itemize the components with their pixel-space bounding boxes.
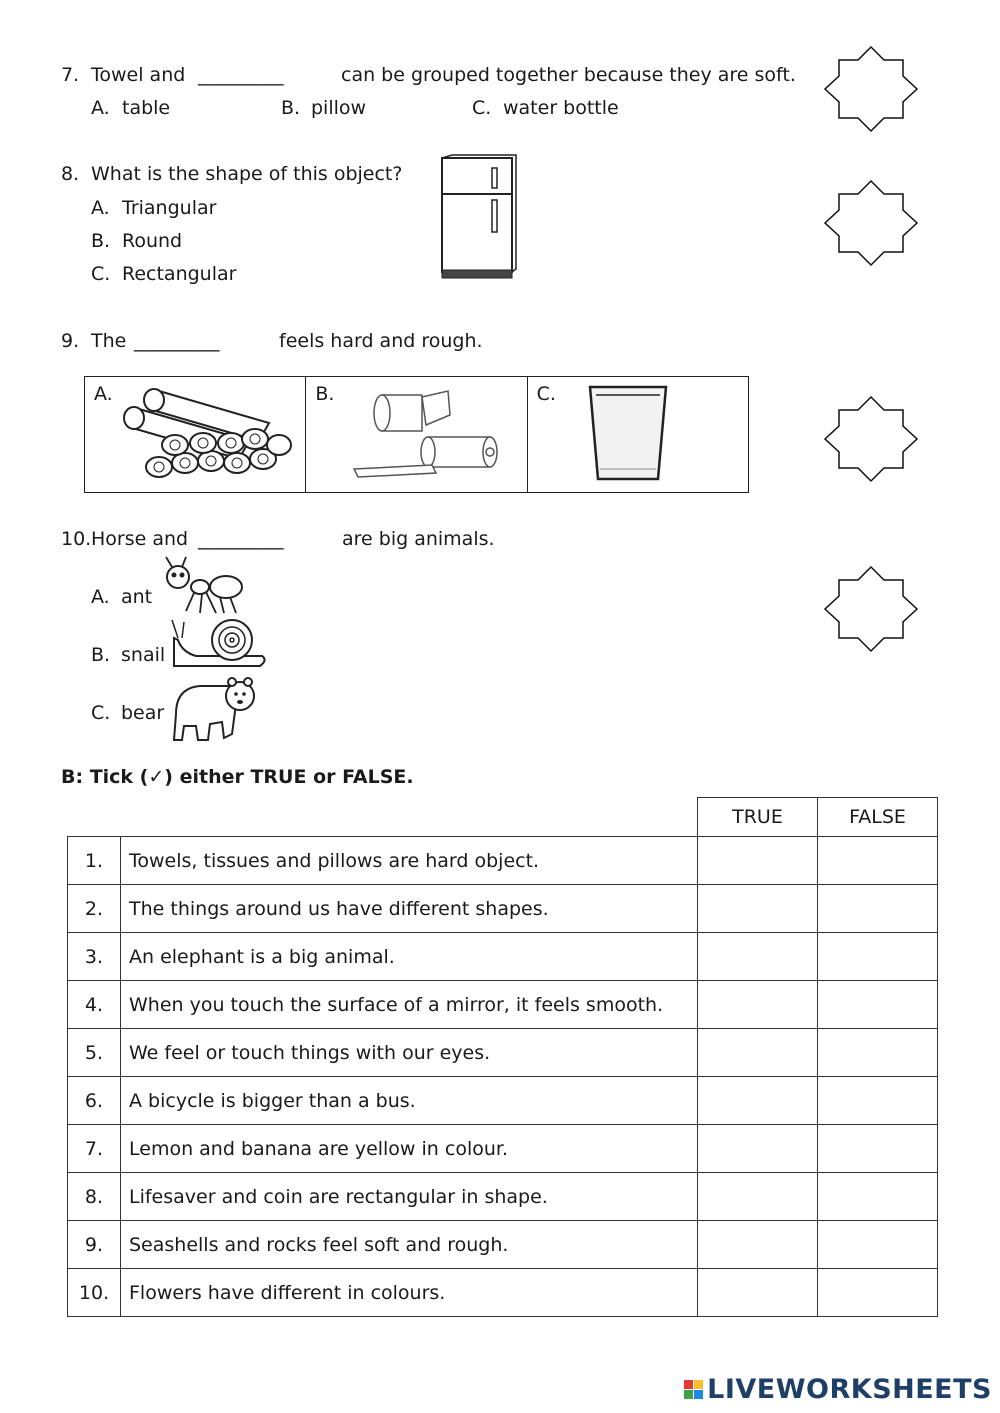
header-spacer (68, 798, 698, 837)
row-number: 3. (68, 933, 121, 981)
table-row (68, 1221, 938, 1269)
true-tick-cell[interactable] (698, 1221, 818, 1269)
true-tick-cell[interactable] (698, 1269, 818, 1317)
liveworksheets-logo-icon (684, 1380, 703, 1399)
q10-option-c-letter: C. (91, 702, 111, 724)
false-tick-cell[interactable] (818, 1029, 938, 1077)
q9-option-b-letter: B. (315, 383, 335, 405)
header-row (68, 798, 938, 837)
row-number: 6. (68, 1077, 121, 1125)
q10-stem-before: Horse and (91, 528, 189, 550)
true-tick-cell[interactable] (698, 981, 818, 1029)
q9-stem-before: The (91, 330, 127, 352)
row-number: 10. (68, 1269, 121, 1317)
q9-option-a[interactable] (85, 377, 306, 493)
logo-square-red (684, 1380, 693, 1389)
row-statement: Lemon and banana are yellow in colour. (121, 1125, 698, 1173)
q7-option-b-letter: B. (281, 97, 301, 119)
table-row (68, 1173, 938, 1221)
snail-image (168, 616, 272, 672)
ant-image (160, 555, 246, 619)
q7-stem-after: can be grouped together because they are soft. (341, 64, 796, 86)
table-row (68, 1269, 938, 1317)
q8-number: 8. (61, 163, 80, 185)
row-statement: We feel or touch things with our eyes. (121, 1029, 698, 1077)
true-false-table (67, 797, 938, 1317)
q9-option-b[interactable] (306, 377, 527, 493)
q8-option-c[interactable]: Rectangular (122, 263, 237, 285)
table-row (68, 1029, 938, 1077)
false-tick-cell[interactable] (818, 1077, 938, 1125)
header-false: FALSE (818, 798, 938, 837)
row-statement: When you touch the surface of a mirror, it feels smooth. (121, 981, 698, 1029)
q8-option-b[interactable]: Round (122, 230, 183, 252)
table-row (68, 1125, 938, 1173)
q10-option-a-letter: A. (91, 586, 110, 608)
row-number: 4. (68, 981, 121, 1029)
glass-image (586, 381, 670, 485)
q7-stem-before: Towel and (91, 64, 186, 86)
table-row (68, 885, 938, 933)
row-number: 1. (68, 837, 121, 885)
row-statement: The things around us have different shapes. (121, 885, 698, 933)
refrigerator-image (436, 154, 518, 280)
section-b-title: B: Tick (✓) either TRUE or FALSE. (61, 766, 414, 788)
q7-blank[interactable]: _________ (198, 64, 284, 86)
q9-stem-after: feels hard and rough. (279, 330, 483, 352)
logs-image (119, 383, 295, 487)
q10-answer-star[interactable] (823, 565, 919, 653)
q7-option-b[interactable]: pillow (311, 97, 367, 119)
false-tick-cell[interactable] (818, 885, 938, 933)
row-statement: Seashells and rocks feel soft and rough. (121, 1221, 698, 1269)
q7-option-c-letter: C. (472, 97, 492, 119)
table-row (68, 1077, 938, 1125)
q10-stem-after: are big animals. (342, 528, 495, 550)
true-tick-cell[interactable] (698, 837, 818, 885)
row-number: 2. (68, 885, 121, 933)
q8-option-c-letter: C. (91, 263, 111, 285)
q10-option-b-letter: B. (91, 644, 111, 666)
q8-option-a-letter: A. (91, 197, 110, 219)
false-tick-cell[interactable] (818, 837, 938, 885)
liveworksheets-brand: LIVEWORKSHEETS (707, 1374, 992, 1405)
header-true: TRUE (698, 798, 818, 837)
q9-blank[interactable]: _________ (134, 330, 220, 352)
q8-option-b-letter: B. (91, 230, 111, 252)
row-statement: An elephant is a big animal. (121, 933, 698, 981)
false-tick-cell[interactable] (818, 1269, 938, 1317)
true-tick-cell[interactable] (698, 1125, 818, 1173)
q8-stem: What is the shape of this object? (91, 163, 403, 185)
row-number: 8. (68, 1173, 121, 1221)
q7-answer-star[interactable] (823, 45, 919, 133)
q10-option-b[interactable]: snail (121, 644, 166, 666)
false-tick-cell[interactable] (818, 1125, 938, 1173)
q7-option-a-letter: A. (91, 97, 110, 119)
q10-option-a[interactable]: ant (121, 586, 153, 608)
logo-square-green (684, 1390, 693, 1399)
q9-number: 9. (61, 330, 80, 352)
q9-answer-star[interactable] (823, 395, 919, 483)
true-tick-cell[interactable] (698, 933, 818, 981)
table-row (68, 933, 938, 981)
true-tick-cell[interactable] (698, 885, 818, 933)
tissue-rolls-image (342, 385, 512, 485)
q7-number: 7. (61, 64, 80, 86)
true-tick-cell[interactable] (698, 1173, 818, 1221)
logo-square-yellow (694, 1380, 703, 1389)
false-tick-cell[interactable] (818, 1221, 938, 1269)
q10-option-c[interactable]: bear (121, 702, 165, 724)
q9-option-c[interactable] (527, 377, 748, 493)
row-number: 7. (68, 1125, 121, 1173)
table-row (68, 981, 938, 1029)
q7-option-c[interactable]: water bottle (503, 97, 619, 119)
bear-image (170, 674, 258, 746)
liveworksheets-logo[interactable] (684, 1374, 992, 1405)
q8-option-a[interactable]: Triangular (122, 197, 217, 219)
q10-number: 10. (61, 528, 92, 550)
row-statement: Towels, tissues and pillows are hard object. (121, 837, 698, 885)
q9-options-table (84, 376, 749, 493)
q8-answer-star[interactable] (823, 179, 919, 267)
false-tick-cell[interactable] (818, 1173, 938, 1221)
table-row (68, 837, 938, 885)
row-number: 9. (68, 1221, 121, 1269)
false-tick-cell[interactable] (818, 933, 938, 981)
row-statement: Lifesaver and coin are rectangular in shape. (121, 1173, 698, 1221)
q9-option-a-letter: A. (94, 383, 113, 405)
true-tick-cell[interactable] (698, 1077, 818, 1125)
false-tick-cell[interactable] (818, 981, 938, 1029)
q9-option-c-letter: C. (536, 383, 556, 405)
q10-blank[interactable]: _________ (198, 528, 284, 550)
row-statement: A bicycle is bigger than a bus. (121, 1077, 698, 1125)
q7-option-a[interactable]: table (122, 97, 171, 119)
logo-square-blue (694, 1390, 703, 1399)
row-statement: Flowers have different in colours. (121, 1269, 698, 1317)
row-number: 5. (68, 1029, 121, 1077)
true-tick-cell[interactable] (698, 1029, 818, 1077)
